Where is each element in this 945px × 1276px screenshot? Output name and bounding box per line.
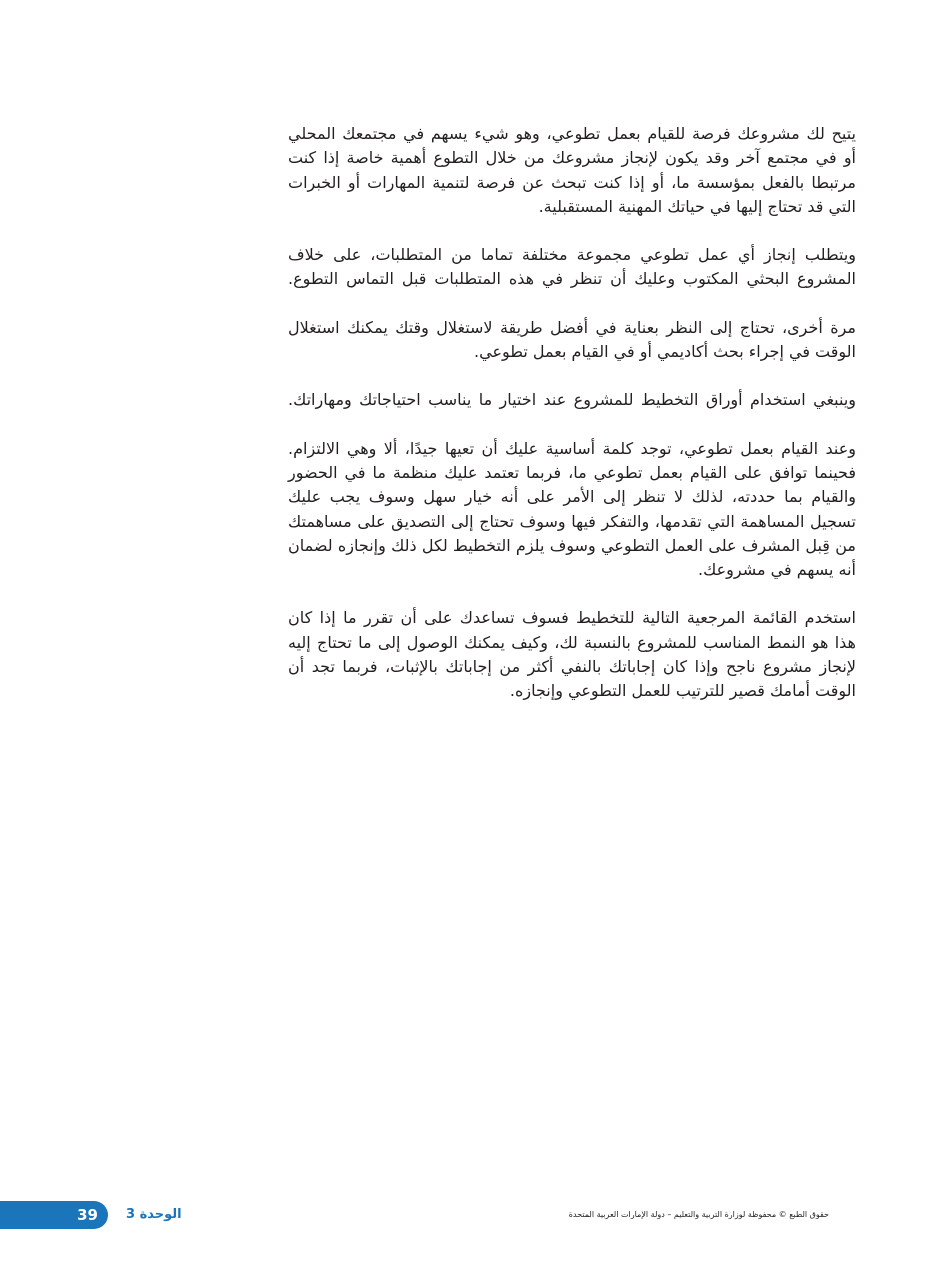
text-line: فحينما توافق على القيام بعمل تطوعي ما، فربما تعتمد عليك منظمة ما في الحضور (288, 462, 856, 482)
text-line: استخدم القائمة المرجعية التالية للتخطيط فسوف تساعدك على أن تقرر ما إذا كان (288, 608, 856, 628)
text-line: أنه يسهم في مشروعك. (698, 560, 856, 580)
text-line: ويتطلب إنجاز أي عمل تطوعي مجموعة مختلفة تماما من المتطلبات، على خلاف (288, 245, 856, 265)
text-line: المشروع البحثي المكتوب وعليك أن تنظر في هذه المتطلبات قبل التماس التطوع. (288, 269, 856, 289)
text-line: مرة أخرى، تحتاج إلى النظر بعناية في أفضل طريقة لاستغلال وقتك يمكنك استغلال (288, 317, 856, 337)
text-line: مرتبطا بالفعل بمؤسسة ما، أو إذا كنت تبحث عن فرصة لتنمية المهارات أو الخبرات (288, 172, 856, 192)
text-line: أو في مجتمع آخر وقد يكون لإنجاز مشروعك من خلال التطوع أهمية خاصة إذا كنت (288, 148, 856, 168)
text-line: وينبغي استخدام أوراق التخطيط للمشروع عند اختيار ما يناسب احتياجاتك ومهاراتك. (288, 390, 856, 410)
paragraph (288, 388, 856, 412)
paragraph (288, 316, 856, 365)
text-line: التي قد تحتاج إليها في حياتك المهنية المستقبلية. (538, 196, 856, 216)
text-line: يتيح لك مشروعك فرصة للقيام بعمل تطوعي، وهو شيء يسهم في مجتمعك المحلي (288, 124, 856, 143)
text-line: هذا هو النمط المناسب للمشروع بالنسبة لك، وكيف يمكنك الوصول إلى ما تحتاج إليه (288, 632, 856, 652)
unit-label: الوحدة 3 (126, 1207, 182, 1222)
paragraph (288, 122, 856, 219)
paragraph (288, 606, 856, 703)
text-line: الوقت أمامك قصير للترتيب للعمل التطوعي وإنجازه. (509, 681, 856, 701)
text-line: من قِبل المشرف على العمل التطوعي وسوف يلزم التخطيط لكل ذلك وإنجازه لضمان (288, 535, 856, 555)
text-line: لإنجاز مشروع ناجح وإذا كان إجاباتك بالنفي أكثر من إجاباتك بالإثبات، فربما تجد أن (288, 657, 856, 677)
text-line: الوقت في إجراء بحث أكاديمي أو في القيام بعمل تطوعي. (474, 342, 856, 362)
page-footer (0, 1201, 945, 1233)
text-line: وعند القيام بعمل تطوعي، توجد كلمة أساسية عليك أن تعيها جيدًا، ألا وهي الالتزام. (288, 438, 856, 458)
copyright-notice: حقوق الطبع © محفوظة لوزارة التربية والتعليم – دولة الإمارات العربية المتحدة (568, 1210, 829, 1219)
text-line: والقيام بما حددته، لذلك لا تنظر إلى الأمر على أنه خيار سهل وسوف يجب عليك (288, 487, 856, 507)
paragraph (288, 437, 856, 583)
body-text (288, 122, 856, 728)
paragraph (288, 243, 856, 292)
text-line: تسجيل المساهمة التي تقدمها، والتفكر فيها وسوف تحتاج إلى التصديق على مساهمتك (288, 511, 856, 531)
page-number: 39 (0, 1201, 108, 1229)
